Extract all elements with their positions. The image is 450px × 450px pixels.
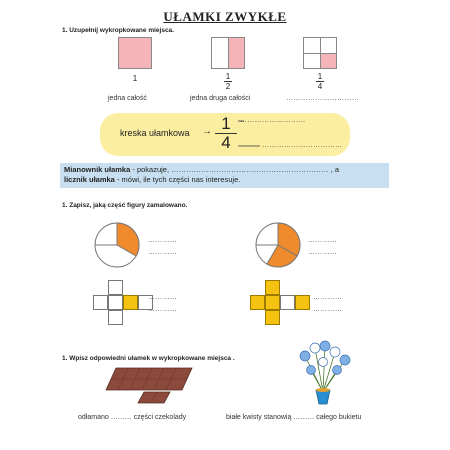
definition-text: Mianownik ułamka - pokazuje, ……………………………………………………… , a licznik ułamka - mówi, ile tych części nas interesuje. <box>64 165 340 184</box>
caption-whole: jedna całość <box>108 95 147 102</box>
caption-half: jedna druga całości <box>190 95 251 102</box>
caption-quarter-blank: ………………………… <box>286 95 359 102</box>
whole-square <box>118 37 152 69</box>
net-right-blank-num: ………… <box>313 294 343 301</box>
caption-chocolate: odłamano ……… części czekolady <box>78 414 187 421</box>
circle-left-blank-den: ………… <box>148 249 178 256</box>
net-right-blank-den: ………… <box>313 306 343 313</box>
quarter-square <box>303 37 337 69</box>
caption-bouquet: białe kwisty stanowią ……… całego bukietu <box>226 414 362 421</box>
numerator-blank: ……………………… <box>240 117 306 124</box>
net-left-blank-num: ………… <box>148 294 178 301</box>
net-left-blank-den: ………… <box>148 306 178 313</box>
flower-bouquet-illustration <box>293 340 353 406</box>
chocolate-bar-illustration <box>96 366 216 406</box>
fraction-whole: 1 <box>132 74 138 83</box>
half-square <box>211 37 245 69</box>
circle-left <box>94 222 140 268</box>
section3-instruction: 1. Wpisz odpowiedni ułamek w wykropkowane miejsca . <box>62 355 235 362</box>
fraction-quarter: 1 4 <box>317 72 323 91</box>
page-title: UŁAMKI ZWYKŁE <box>163 9 287 24</box>
denominator-blank: …………………………… <box>262 142 343 149</box>
section1-instruction: 1. Uzupełnij wykropkowane miejsca. <box>62 27 174 34</box>
circle-left-blank-num: ………… <box>148 237 178 244</box>
fraction-bar-label: kreska ułamkowa <box>120 128 190 138</box>
circle-right-blank-num: ………… <box>308 237 338 244</box>
section2-instruction: 1. Zapisz, jaką część figury zamalowano. <box>62 202 188 209</box>
circle-right <box>255 222 301 268</box>
arrow-icon: → <box>202 126 212 137</box>
big-fraction: 1 4 <box>214 115 238 152</box>
circle-right-blank-den: ………… <box>308 249 338 256</box>
fraction-half: 1 2 <box>225 72 231 91</box>
